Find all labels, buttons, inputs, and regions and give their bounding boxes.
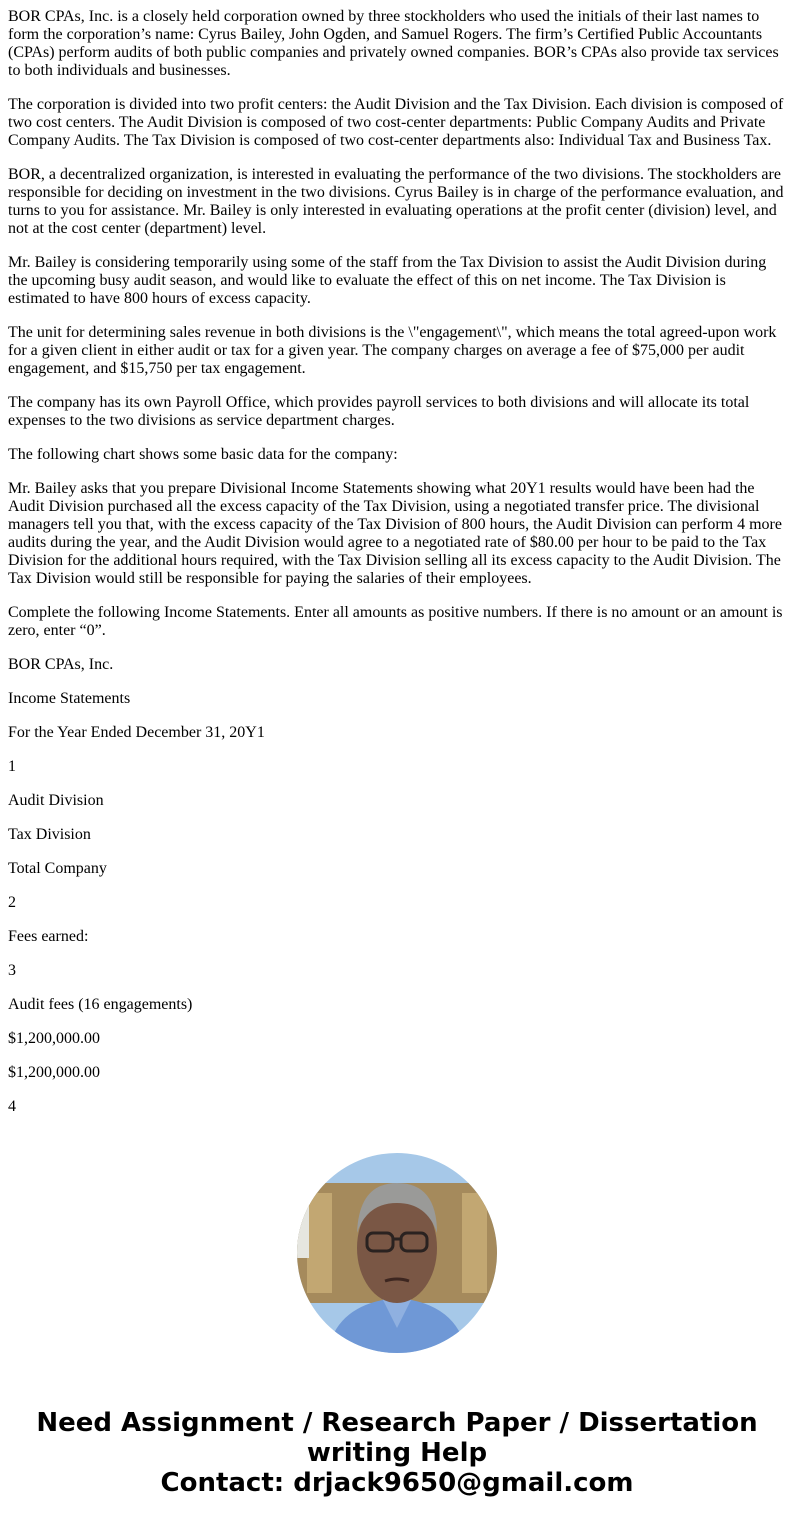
document-body: [8, 8, 786, 1116]
paragraph: 1: [8, 758, 16, 775]
paragraph: BOR, a decentralized organization, is interested in evaluating the performance of the two divisions. The stockholders are responsible for deciding on investment in the two divisions. Cyrus Bailey is in charge of the performance evaluation, and turns to you for assistance. Mr. Bailey is only interested in evaluating operations at the profit center (division) level, and not at the cost center (department) level.: [8, 166, 784, 237]
paragraph: 3: [8, 962, 16, 979]
footer-headline: Need Assignment / Research Paper / Dissertation writing Help: [36, 1408, 758, 1468]
paragraph: BOR CPAs, Inc.: [8, 656, 114, 673]
paragraph: The company has its own Payroll Office, which provides payroll services to both divisions and will allocate its total expenses to the two divisions as service department charges.: [8, 394, 750, 429]
paragraph: Audit Division: [8, 792, 104, 809]
paragraph: Mr. Bailey asks that you prepare Divisional Income Statements showing what 20Y1 results would have been had the Audit Division purchased all the excess capacity of the Tax Division, using a negotiated transfer price. The divisional managers tell you that, with the excess capacity of the Tax Division of 800 hours, the Audit Division can perform 4 more audits during the year, and the Audit Division would agree to a negotiated rate of $80.00 per hour to be paid to the Tax Division for the additional hours required, with the Tax Division selling all its excess capacity to the Audit Division. The Tax Division would still be responsible for paying the salaries of their employees.: [8, 480, 782, 587]
paragraph: Mr. Bailey is considering temporarily using some of the staff from the Tax Division to assist the Audit Division during the upcoming busy audit season, and would like to evaluate the effect of this on net income. The Tax Division is estimated to have 800 hours of excess capacity.: [8, 254, 767, 307]
avatar: [297, 1153, 497, 1353]
paragraph: Fees earned:: [8, 928, 89, 945]
paragraph: The unit for determining sales revenue in both divisions is the \"engagement\", which means the total agreed-upon work for a given client in either audit or tax for a given year. The company charges on average a fee of $75,000 per audit engagement, and $15,750 per tax engagement.: [8, 324, 777, 377]
paragraph: Audit fees (16 engagements): [8, 996, 193, 1013]
paragraph: 2: [8, 894, 16, 911]
paragraph: $1,200,000.00: [8, 1030, 100, 1047]
footer-contact: Contact: drjack9650@gmail.com: [160, 1468, 634, 1498]
paragraph: BOR CPAs, Inc. is a closely held corporation owned by three stockholders who used the initials of their last names to form the corporation’s name: Cyrus Bailey, John Ogden, and Samuel Rogers. The firm’s Certified Public Accountants (CPAs) perform audits of both public companies and privately owned companies. BOR’s CPAs also provide tax services to both individuals and businesses.: [8, 8, 779, 79]
paragraph: Income Statements: [8, 690, 131, 707]
paragraph: Complete the following Income Statements. Enter all amounts as positive numbers. If there is no amount or an amount is zero, enter “0”.: [8, 604, 783, 639]
contact-banner: [8, 1408, 786, 1498]
paragraph: Tax Division: [8, 826, 91, 843]
paragraph: The following chart shows some basic data for the company:: [8, 446, 398, 463]
avatar-container: [8, 1153, 786, 1358]
paragraph: The corporation is divided into two profit centers: the Audit Division and the Tax Division. Each division is composed of two cost centers. The Audit Division is composed of two cost-center departments: Public Company Audits and Private Company Audits. The Tax Division is composed of two cost-center departments also: Individual Tax and Business Tax.: [8, 96, 784, 149]
paragraph: 4: [8, 1098, 16, 1115]
paragraph: For the Year Ended December 31, 20Y1: [8, 724, 265, 741]
paragraph: $1,200,000.00: [8, 1064, 100, 1081]
paragraph: Total Company: [8, 860, 107, 877]
